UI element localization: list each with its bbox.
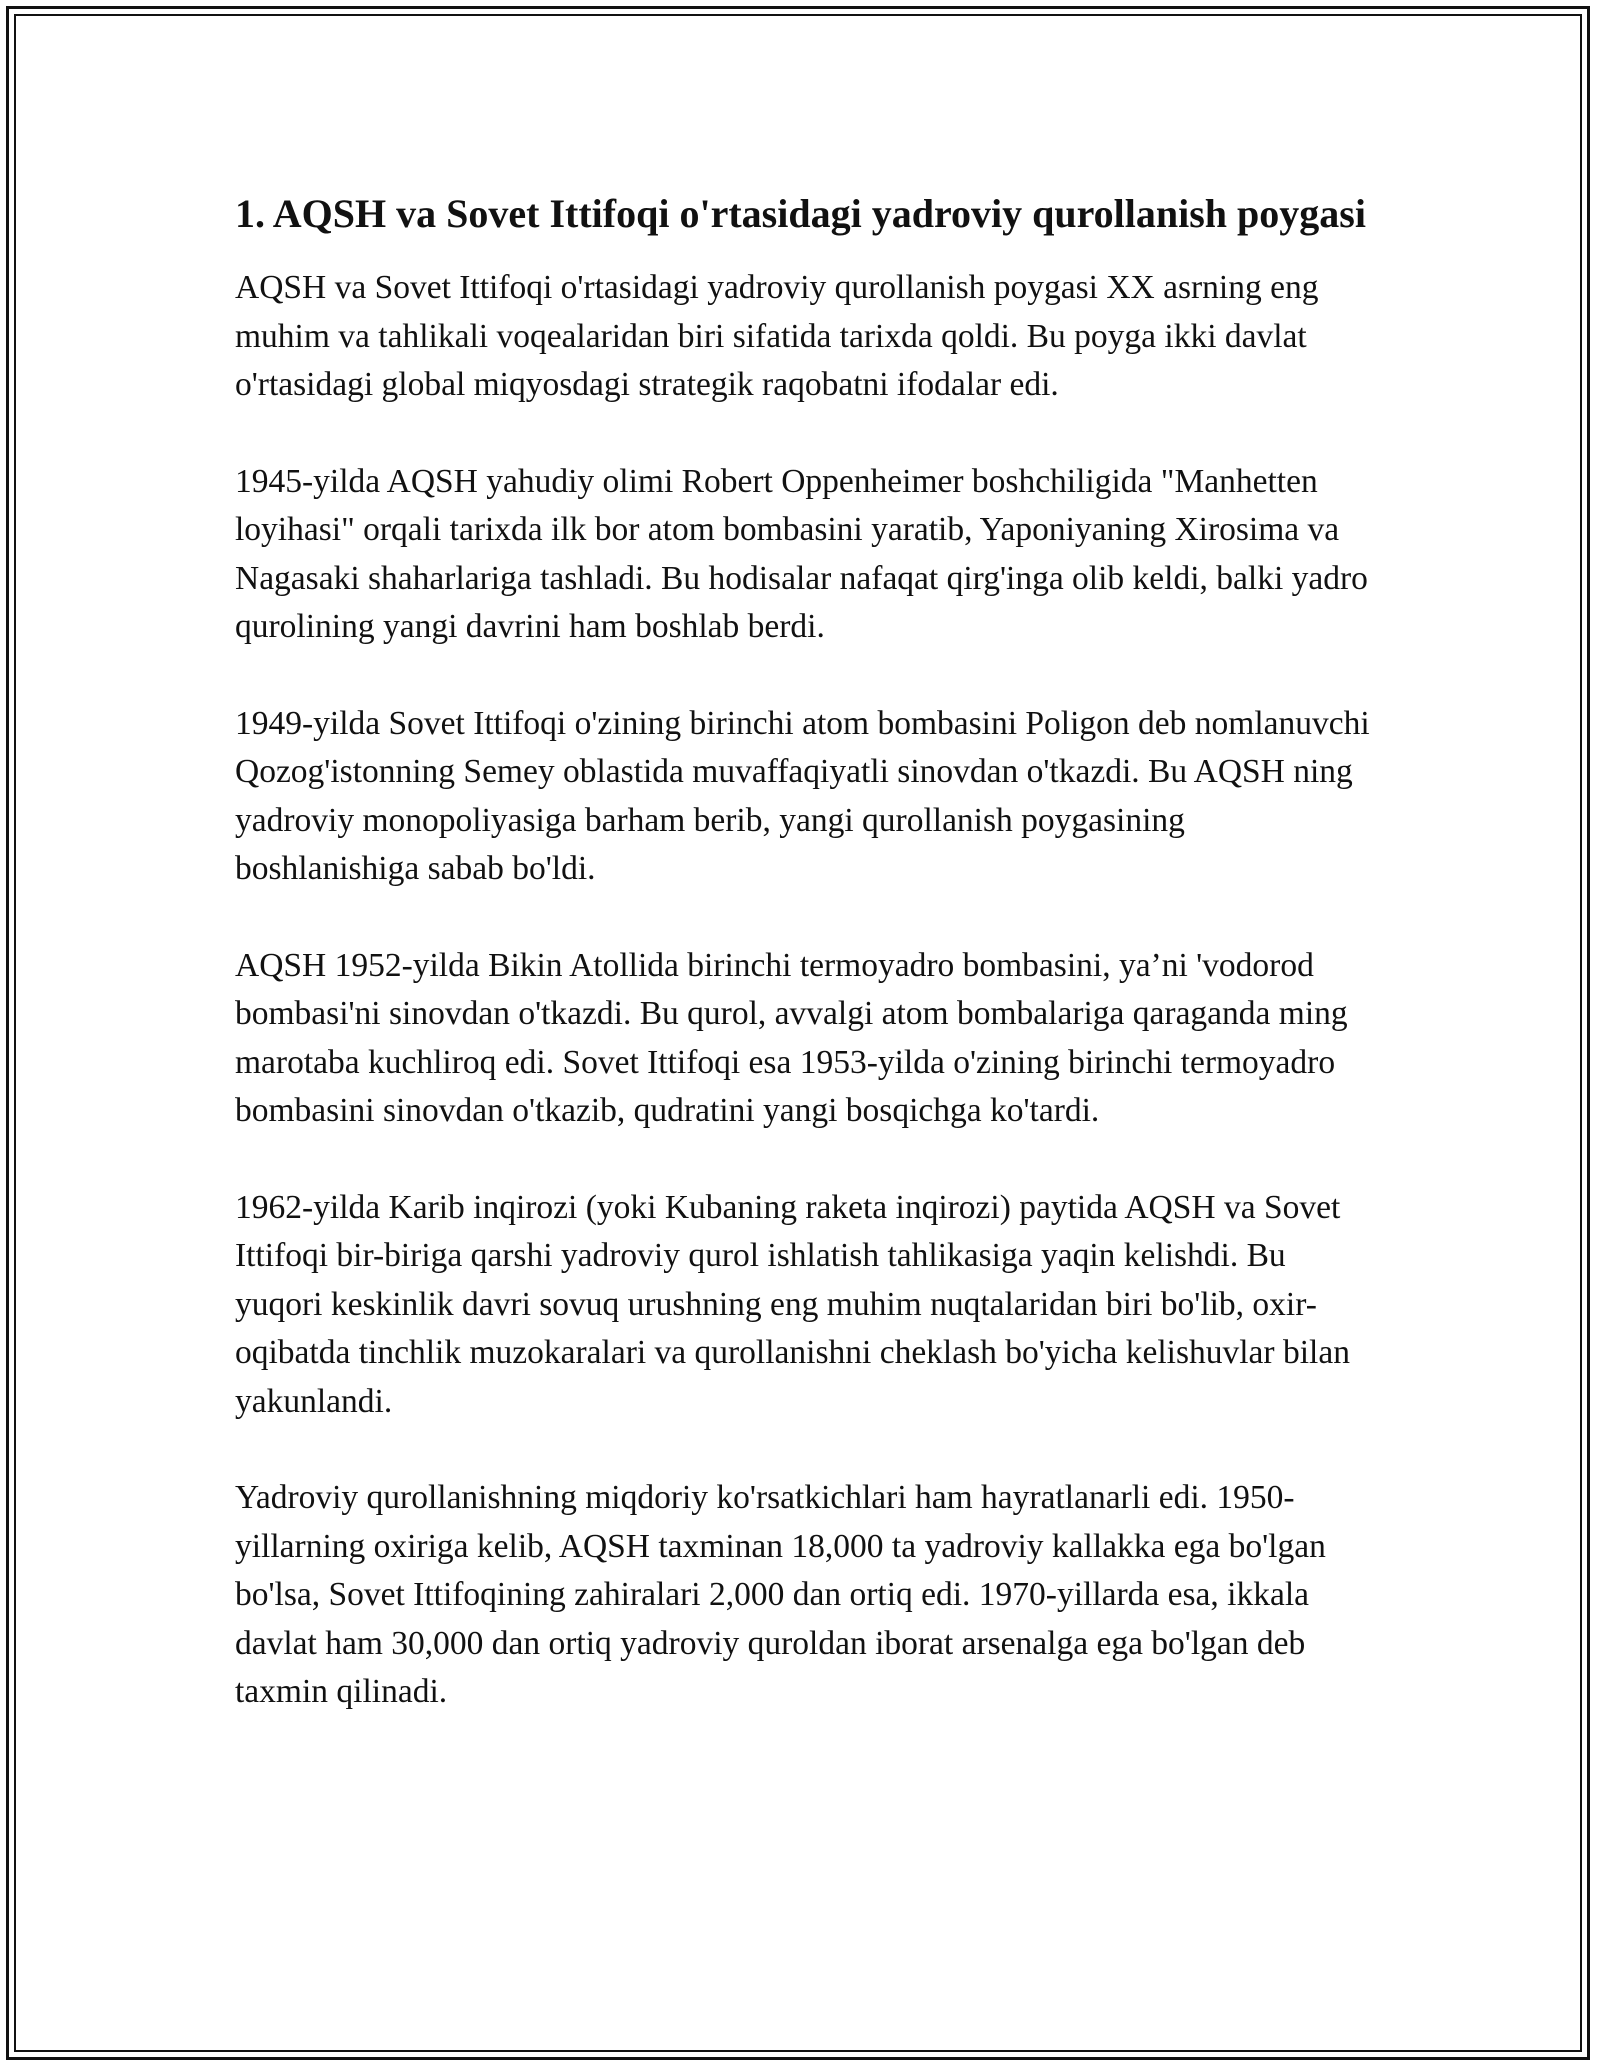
paragraph-1949: 1949-yilda Sovet Ittifoqi o'zining birinchi atom bombasini Poligon deb nomlanuvchi Qozog'istonning Semey oblastida muvaffaqiyatli sinovdan o'tkazdi. Bu AQSH ning yadroviy monopoliyasiga barham berib, yangi qurollanish poygasining boshlanishiga sabab bo'ldi. (235, 704, 1370, 887)
document-title: 1. AQSH va Sovet Ittifoqi o'rtasidagi yadroviy qurollanish poygasi (235, 191, 1366, 236)
paragraph-1962: 1962-yilda Karib inqirozi (yoki Kubaning raketa inqirozi) paytida AQSH va Sovet Ittifoqi bir-biriga qarshi yadroviy qurol ishlatish tahlikasiga yaqin kelishdi. Bu yuqori keskinlik davri sovuq urushning eng muhim nuqtalaridan biri bo'lib, oxir-oqibatda tinchlik muzokaralari va qurollanishni cheklash bo'yicha kelishuvlar bilan yakunlandi. (235, 1188, 1350, 1420)
paragraph-1945: 1945-yilda AQSH yahudiy olimi Robert Oppenheimer boshchiligida "Manhetten loyihasi" orqali tarixda ilk bor atom bombasini yaratib, Yaponiyaning Xirosima va Nagasaki shaharlariga tashladi. Bu hodisalar nafaqat qirg'inga olib keldi, balki yadro qurolining yangi davrini ham boshlab berdi. (235, 462, 1368, 645)
paragraph-intro: AQSH va Sovet Ittifoqi o'rtasidagi yadroviy qurollanish poygasi XX asrning eng muhim va tahlikali voqealaridan biri sifatida tarixda qoldi. Bu poyga ikki davlat o'rtasidagi global miqyosdagi strategik raqobatni ifodalar edi. (235, 269, 1319, 403)
document-body (235, 186, 1375, 1765)
paragraph-quantities: Yadroviy qurollanishning miqdoriy ko'rsatkichlari ham hayratlanarli edi. 1950-yillarning oxiriga kelib, AQSH taxminan 18,000 ta yadroviy kallakka ega bo'lgan bo'lsa, Sovet Ittifoqining zahiralari 2,000 dan ortiq edi. 1970-yillarda esa, ikkala davlat ham 30,000 dan ortiq yadroviy quroldan iborat arsenalga ega bo'lgan deb taxmin qilinadi. (235, 1479, 1326, 1710)
paragraph-1952: AQSH 1952-yilda Bikin Atollida birinchi termoyadro bombasini, ya’ni 'vodorod bombasi'ni sinovdan o'tkazdi. Bu qurol, avvalgi atom bombalariga qaraganda ming marotaba kuchliroq edi. Sovet Ittifoqi esa 1953-yilda o'zining birinchi termoyadro bombasini sinovdan o'tkazib, qudratini yangi bosqichga ko'tardi. (235, 946, 1348, 1129)
